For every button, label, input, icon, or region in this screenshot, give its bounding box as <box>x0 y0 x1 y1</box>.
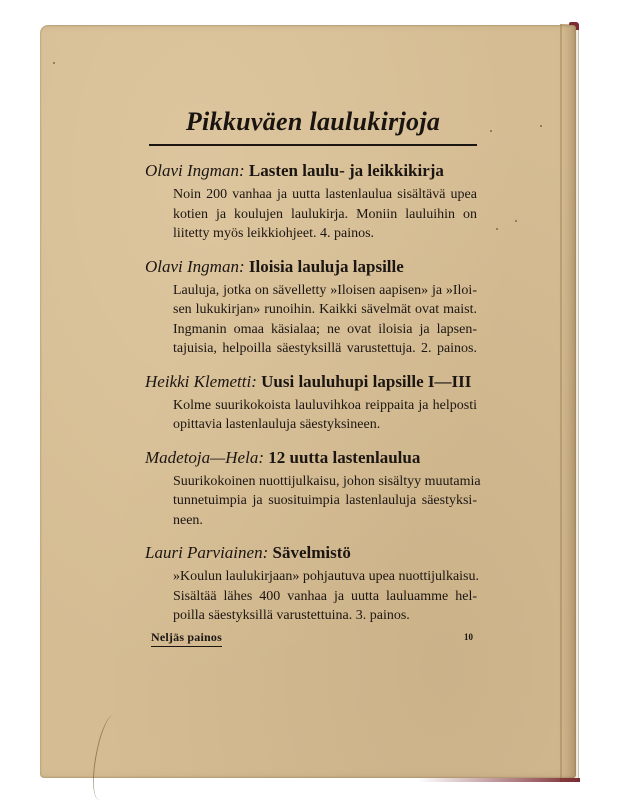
description-line: »Koulun laulukirjaan» pohjautuva upea nuottijulkaisu. <box>173 569 479 584</box>
description-line: tajuisia, helpoilla säestyksillä varustettuja. 2. painos. <box>173 341 477 356</box>
cover-fold-line <box>560 25 562 778</box>
cover-text-block <box>145 100 481 638</box>
paper-speck <box>515 220 517 222</box>
entry-heading <box>145 542 477 564</box>
entry-heading <box>145 256 477 278</box>
paper-speck <box>540 125 542 127</box>
description-line: opittavia lastenlauluja säestyksineen. <box>173 417 381 432</box>
book-entry <box>145 542 479 626</box>
description-line: tunnetuimpia ja suosituimpia lastenlauluja säestyksi- <box>173 493 477 508</box>
description-line: Suurikokoinen nuottijulkaisu, johon sisältyy muutamia <box>173 473 481 489</box>
description-line: Lauluja, jotka on sävelletty »Iloisen aapisen» ja »Iloi- <box>173 282 477 298</box>
entry-title: Iloisia lauluja lapsille <box>248 256 404 276</box>
description-line: neen. <box>173 512 203 528</box>
entry-heading <box>145 447 477 469</box>
entry-author: Olavi Ingman: <box>145 256 245 276</box>
entry-author: Madetoja—Hela: <box>145 447 264 467</box>
catalog-code: 10 <box>464 632 473 642</box>
entry-title: Uusi lauluhupi lapsille I—III <box>261 371 472 391</box>
paper-speck <box>490 130 492 132</box>
description-line: Sisältää lähes 400 vanhaa ja uutta lauluamme hel- <box>173 588 477 604</box>
entry-heading <box>145 160 477 182</box>
page-title: Pikkuväen laulukirjoja <box>185 107 441 136</box>
edition-label: Neljäs painos <box>151 630 222 647</box>
description-line: Kolme suurikokoista lauluvihkoa reippaita ja helposti <box>173 397 477 413</box>
entry-description <box>173 396 477 435</box>
book-entry <box>145 447 481 531</box>
paper-crack <box>86 715 127 800</box>
entry-author: Heikki Klemetti: <box>145 371 257 391</box>
entry-description <box>173 472 481 531</box>
entry-description <box>173 567 477 626</box>
description-line: Ingmanin omaa käsialaa; ne ovat iloisia ja lapsen- <box>173 321 477 337</box>
entry-description <box>173 281 477 359</box>
entry-title: Sävelmistö <box>272 543 351 562</box>
description-line: liitetty myös leikkiohjeet. 4. painos. <box>173 226 375 241</box>
description-line: sen lukukirjan» runoihin. Kaikki sävelmät ovat maist. <box>173 302 477 317</box>
description-line: kotien ja koulujen laulukirja. Moniin lauluihin on <box>173 206 477 222</box>
entry-title: 12 uutta lastenlaulua <box>268 447 421 467</box>
entry-author: Olavi Ingman: <box>145 161 245 180</box>
description-line: Noin 200 vanhaa ja uutta lastenlaulua sisältävä upea <box>173 187 477 202</box>
spine-cloth-bottom <box>40 778 580 782</box>
cover-footer <box>151 630 473 650</box>
entry-title: Lasten laulu- ja leikkikirja <box>248 161 444 180</box>
title-rule <box>149 144 477 146</box>
book-entry <box>145 371 477 435</box>
paper-speck <box>496 228 498 230</box>
paper-speck <box>53 62 55 64</box>
book-entry <box>145 160 477 244</box>
entry-heading <box>145 371 477 393</box>
entry-author: Lauri Parviainen: <box>145 543 269 562</box>
description-line: poilla säestyksillä varustettuina. 3. painos. <box>173 608 410 623</box>
book-entry <box>145 256 477 359</box>
entry-description <box>173 185 477 244</box>
